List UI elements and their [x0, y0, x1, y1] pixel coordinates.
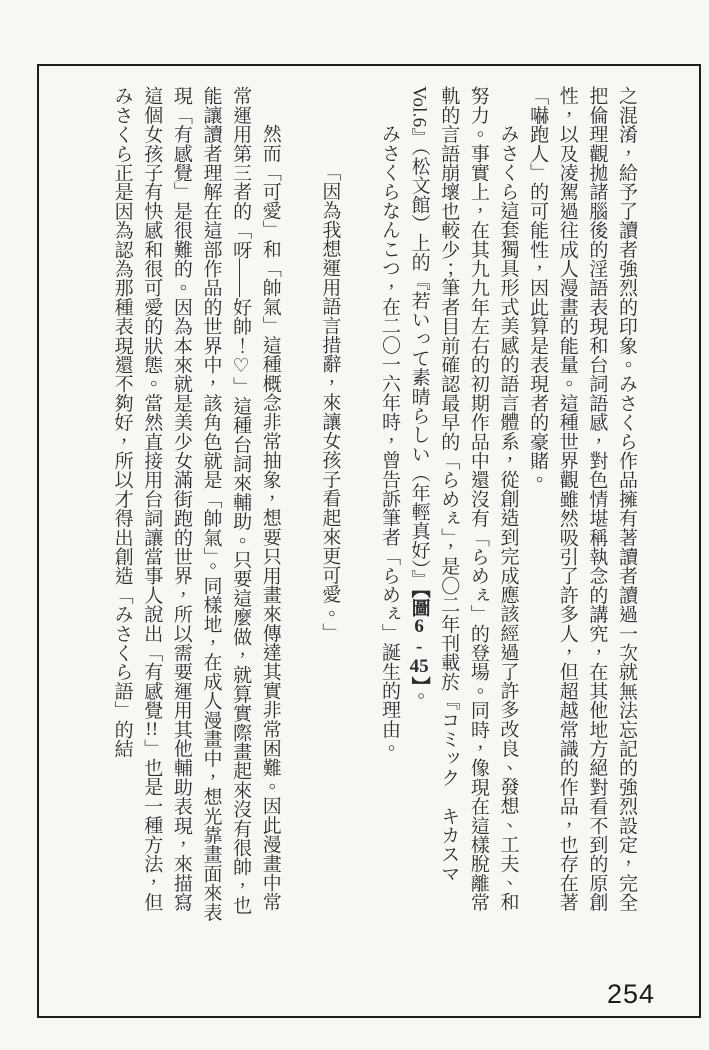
paragraph-text: みさくら這套獨具形式美感的語言體系，從創造到完成應該經過了許多改良、發想、工夫、和努力。事實上，在其九九年左右的初期作品中還沒有「らめぇ」的登場。同時，像現在這樣脫離常軌的言語崩壞也較少；筆者目前確認最早的「らめぇ」，是〇二年刊載於『コミック キカスマVol.6』（松文館）上的『若いって素晴らしい（年輕真好）』	[408, 86, 519, 912]
paragraph-text: 。	[408, 686, 430, 706]
paragraph-cute-cool-analysis	[107, 86, 285, 928]
paragraph-rame-history	[404, 86, 523, 928]
double-exclamation: !!	[145, 719, 159, 739]
paragraph-author-testimony: みさくらなんこつ，在二〇一六年時，曾告訴筆者「らめぇ」誕生的理由。	[379, 124, 400, 758]
quote-misakura-statement: 「因為我想運用語言措辭，來讓女孩子看起來更可愛。」	[319, 162, 341, 642]
paragraph-reader-impression: 之混淆，給予了讀者強烈的印象。みさくら作品擁有著讀者讀過一次就無法忘記的強烈設定，完全把倫理觀拋諸腦後的淫語表現和台詞語感，對色情堪稱執念的講究，在其他地方絕對看不到的原創性，以及凌駕過往成人漫畫的能量。這種世界觀雖然吸引了許多人，但超越常識的作品，也存在著「嚇跑人」的可能性，因此算是表現者的豪賭。	[527, 86, 637, 912]
figure-reference-6-45	[409, 588, 430, 686]
figure-ref-figure-number: 45	[409, 657, 429, 677]
paragraph-text: 然而「可愛」和「帥氣」這種概念非常抽象，想要只用畫來傳達其實非常困難。因此漫畫中常常運用第三者的「呀——好帥！♡」這種台詞來輔助。只要這麼做，就算實際畫起來沒有很帥，也能讓讀者理解在這部作品的世界中，該角色就是「帥氣」。同樣地，在成人漫畫中，想光靠畫面來表現「有感覺」是很難的。因為本來就是美少女滿街跑的世界，所以需要運用其他輔助表現，來描寫這個女孩子有快感和很可愛的狀態。當然直接用台詞讓當事人說出「有感覺	[141, 86, 281, 922]
figure-ref-close-bracket: 】	[408, 676, 430, 687]
figure-ref-open-bracket: 【圖	[408, 588, 430, 618]
figure-ref-chapter-number: 6	[414, 617, 424, 637]
page-number: 254	[607, 979, 656, 1009]
vertical-text-block	[107, 86, 641, 928]
figure-ref-dash: -	[408, 636, 430, 658]
paragraph-text: 」也是一種方法，但みさくら正是因為認為那種表現還不夠好，所以才得出創造「みさくら語」的結	[111, 86, 163, 912]
